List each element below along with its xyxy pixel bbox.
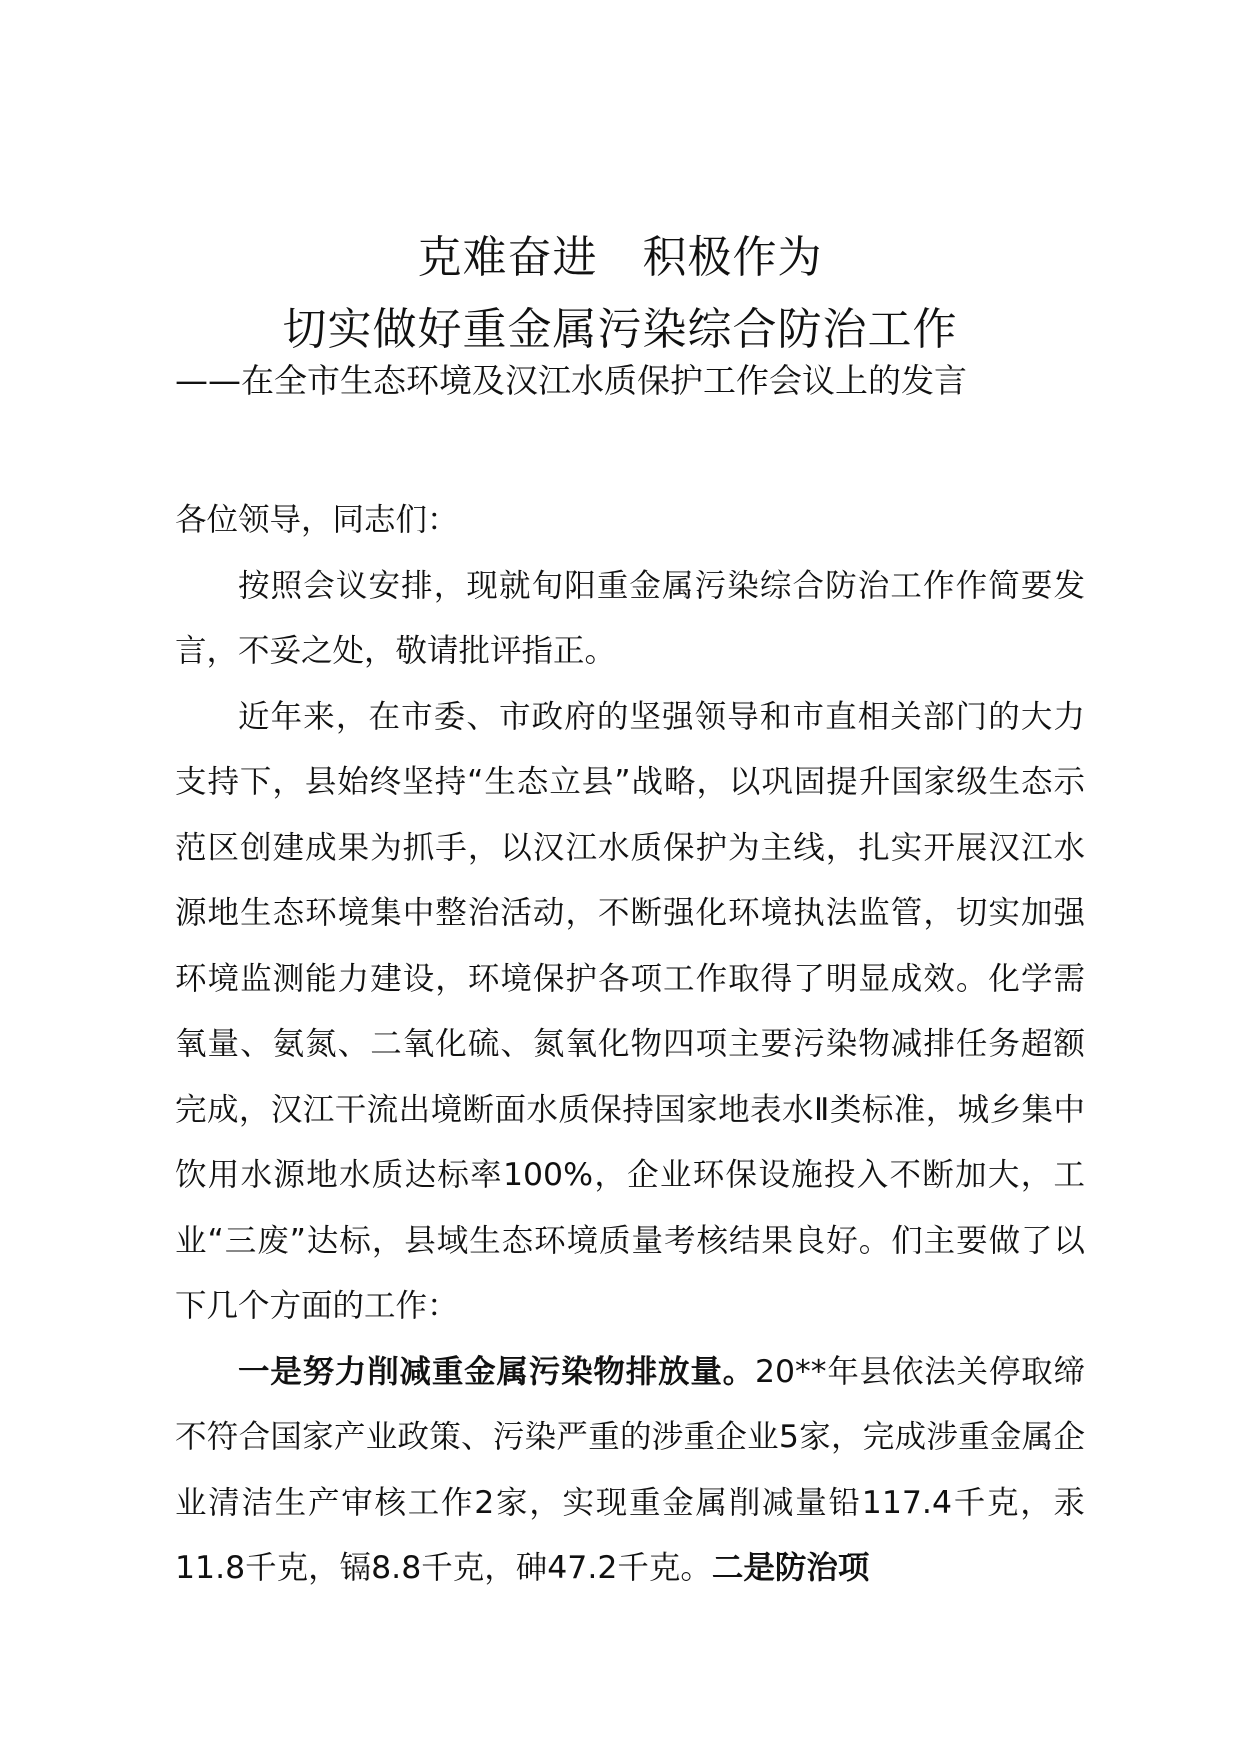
title-line-2: 切实做好重金属污染综合防治工作 xyxy=(282,304,958,355)
paragraph-measures-lead-heading: 一是努力削减重金属污染物排放量。 xyxy=(238,1353,755,1390)
document-body xyxy=(175,488,1085,1602)
paragraph-measures xyxy=(175,1340,1085,1602)
paragraph-overview-text: 近年来，在市委、市政府的坚强领导和市直相关部门的大力支持下，县始终坚持“生态立县”战略，以巩固提升国家级生态示范区创建成果为抓手，以汉江水质保护为主线，扎实开展汉江水源地生态环境集中整治活动，不断强化环境执法监管，切实加强环境监测能力建设，环境保护各项工作取得了明显成效。化学需氧量、氨氮、二氧化硫、氮氧化物四项主要污染物减排任务超额完成，汉江干流出境断面水质保持国家地表水Ⅱ类标准，城乡集中饮用水源地水质达标率100%，企业环保设施投入不断加大，工业“三废”达标，县域生态环境质量考核结果良好。们主要做了以下几个方面的工作： xyxy=(175,698,1085,1324)
paragraph-measures-text: 20**年县依法关停取缔不符合国家产业政策、污染严重的涉重企业5家，完成涉重金属企业清洁生产审核工作2家，实现重金属削减量铅117.4千克，汞11.8千克，镉8.8千克，砷47.2千克。 xyxy=(175,1353,1085,1586)
document-title xyxy=(0,222,1240,366)
title-line-1: 克难奋进 积极作为 xyxy=(417,232,823,283)
salutation: 各位领导，同志们： xyxy=(175,502,459,538)
paragraph-intro xyxy=(175,554,1085,685)
paragraph-intro-text: 按照会议安排，现就旬阳重金属污染综合防治工作作简要发言，不妥之处，敬请批评指正。 xyxy=(175,567,1085,669)
paragraph-measures-tail-heading: 二是防治项 xyxy=(711,1550,870,1586)
document-subtitle: ——在全市生态环境及汉江水质保护工作会议上的发言 xyxy=(175,361,967,400)
paragraph-overview xyxy=(175,685,1085,1340)
